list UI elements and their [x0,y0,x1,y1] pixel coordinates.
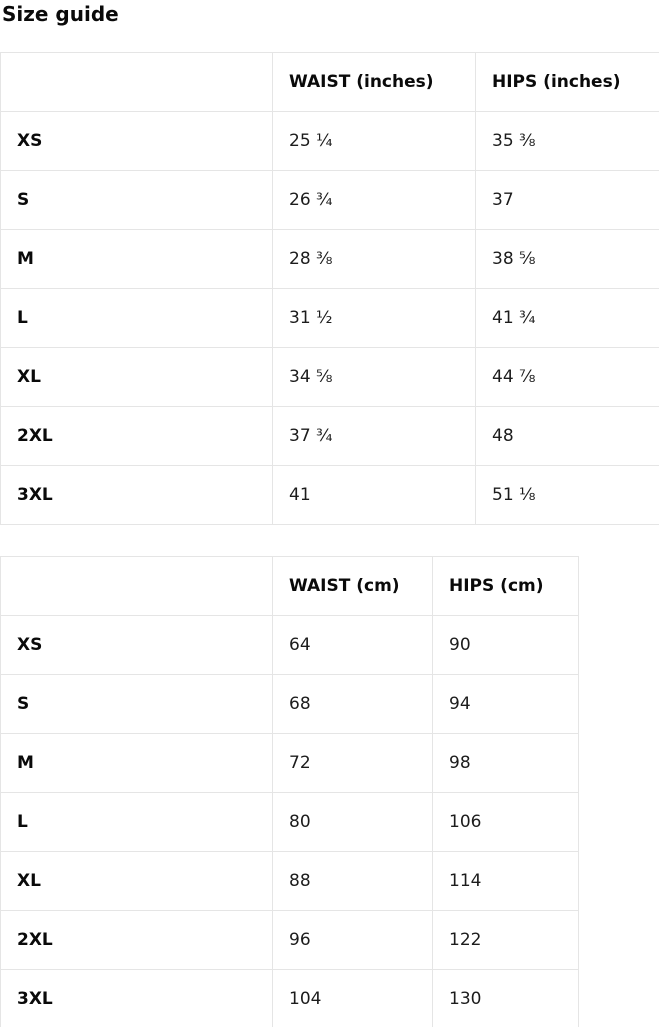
size-label: M [1,734,273,793]
table-row [1,112,659,171]
waist-cm-header: WAIST (cm) [273,557,433,616]
waist-value: 104 [273,970,433,1027]
waist-value: 25 ¼ [273,112,476,171]
hips-value: 48 [476,407,659,466]
table-row [1,289,659,348]
size-table-inches [0,52,659,525]
table-row [1,970,579,1027]
size-label: XL [1,348,273,407]
table-row [1,734,579,793]
hips-value: 38 ⅝ [476,230,659,289]
hips-value: 98 [433,734,579,793]
waist-value: 34 ⅝ [273,348,476,407]
table-row [1,171,659,230]
size-label: M [1,230,273,289]
table-row [1,911,579,970]
table-row [1,466,659,525]
hips-value: 122 [433,911,579,970]
hips-value: 106 [433,793,579,852]
size-label: 3XL [1,970,273,1027]
waist-value: 72 [273,734,433,793]
hips-value: 130 [433,970,579,1027]
table-row [1,852,579,911]
table-header-row [1,53,659,112]
hips-value: 41 ¾ [476,289,659,348]
hips-value: 114 [433,852,579,911]
size-label: 2XL [1,407,273,466]
size-label: L [1,289,273,348]
hips-cm-header: HIPS (cm) [433,557,579,616]
waist-value: 64 [273,616,433,675]
hips-value: 90 [433,616,579,675]
waist-value: 28 ⅜ [273,230,476,289]
waist-value: 26 ¾ [273,171,476,230]
table-header-row [1,557,579,616]
hips-inches-header: HIPS (inches) [476,53,659,112]
size-table-cm [0,556,579,1027]
corner-header-cell [1,53,273,112]
hips-value: 51 ⅛ [476,466,659,525]
waist-value: 88 [273,852,433,911]
table-row [1,407,659,466]
waist-value: 37 ¾ [273,407,476,466]
waist-value: 96 [273,911,433,970]
size-label: XS [1,616,273,675]
waist-inches-header: WAIST (inches) [273,53,476,112]
waist-value: 41 [273,466,476,525]
size-label: XL [1,852,273,911]
waist-value: 31 ½ [273,289,476,348]
hips-value: 94 [433,675,579,734]
size-label: 3XL [1,466,273,525]
page-title: Size guide [2,2,119,26]
hips-value: 37 [476,171,659,230]
hips-value: 44 ⅞ [476,348,659,407]
hips-value: 35 ⅜ [476,112,659,171]
size-label: 2XL [1,911,273,970]
table-row [1,348,659,407]
corner-header-cell [1,557,273,616]
table-row [1,675,579,734]
size-label: S [1,675,273,734]
table-row [1,230,659,289]
table-row [1,616,579,675]
waist-value: 68 [273,675,433,734]
size-label: XS [1,112,273,171]
table-row [1,793,579,852]
size-label: S [1,171,273,230]
size-label: L [1,793,273,852]
waist-value: 80 [273,793,433,852]
